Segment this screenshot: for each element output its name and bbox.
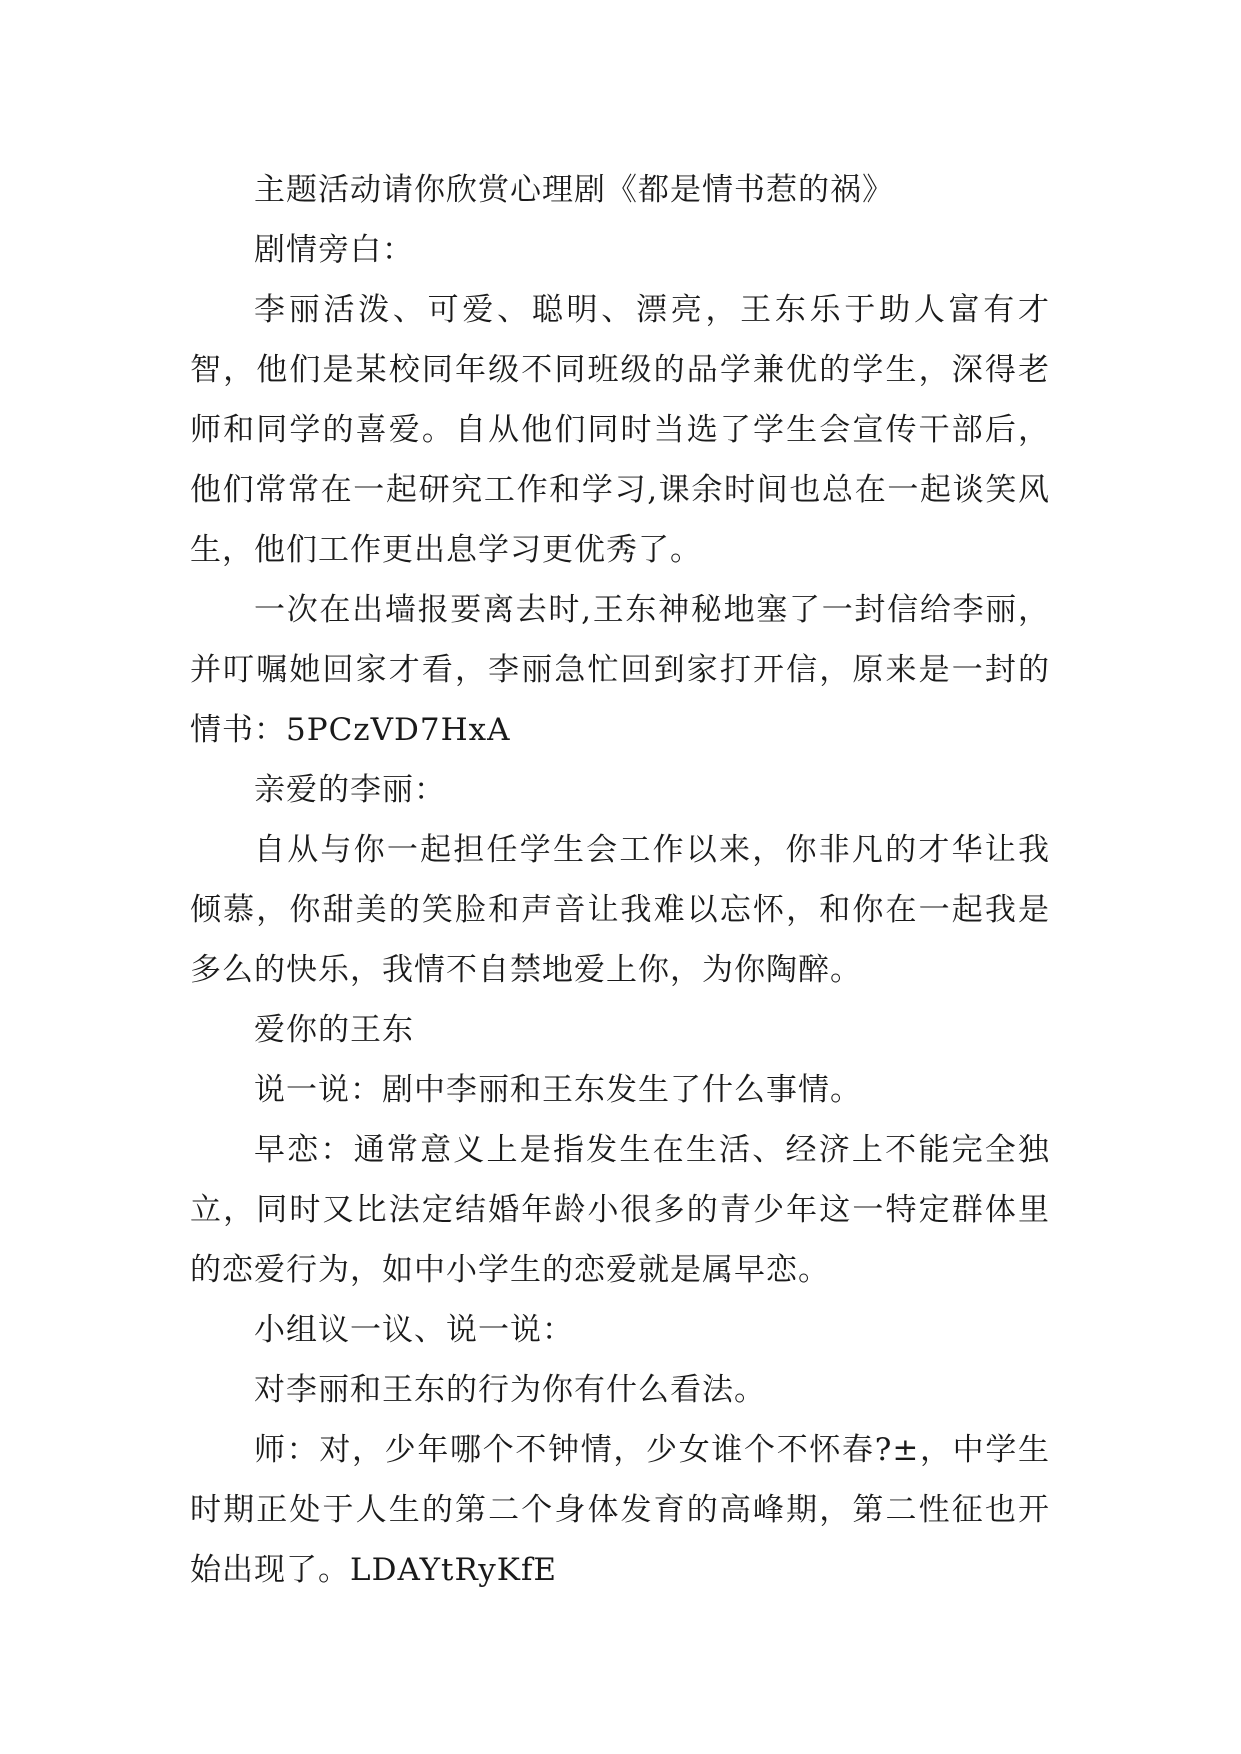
paragraph-letter-body: 自从与你一起担任学生会工作以来，你非凡的才华让我倾慕，你甜美的笑脸和声音让我难以忘怀，和你在一起我是多么的快乐，我情不自禁地爱上你，为你陶醉。	[190, 832, 1050, 988]
paragraph-definition: 早恋：通常意义上是指发生在生活、经济上不能完全独立，同时又比法定结婚年龄小很多的青少年这一特定群体里的恋爱行为，如中小学生的恋爱就是属早恋。	[190, 1132, 1050, 1288]
paragraph-letter-signature: 爱你的王东	[254, 1012, 414, 1048]
paragraph-title: 主题活动请你欣赏心理剧《都是情书惹的祸》	[254, 172, 894, 208]
paragraph-narration-heading: 剧情旁白：	[254, 232, 414, 268]
paragraph-narration: 李丽活泼、可爱、聪明、漂亮，王东乐于助人富有才智，他们是某校同年级不同班级的品学兼优的学生，深得老师和同学的喜爱。自从他们同时当选了学生会宣传干部后，他们常常在一起研究工作和学习,课余时间也总在一起谈笑风生，他们工作更出息学习更优秀了。	[190, 292, 1050, 568]
document-body	[190, 160, 1050, 1600]
paragraph-question: 说一说：剧中李丽和王东发生了什么事情。	[254, 1072, 862, 1108]
paragraph-discussion-prompt: 对李丽和王东的行为你有什么看法。	[254, 1372, 766, 1408]
paragraph-letter-salutation: 亲爱的李丽：	[254, 772, 446, 808]
paragraph-teacher-remark: 师：对，少年哪个不钟情，少女谁个不怀春?±，中学生时期正处于人生的第二个身体发育的高峰期，第二性征也开始出现了。LDAYtRyKfE	[190, 1432, 1050, 1588]
paragraph-letter-intro: 一次在出墙报要离去时,王东神秘地塞了一封信给李丽，并叮嘱她回家才看，李丽急忙回到家打开信，原来是一封的情书：5PCzVD7HxA	[190, 592, 1050, 748]
paragraph-group-discussion: 小组议一议、说一说：	[254, 1312, 574, 1348]
